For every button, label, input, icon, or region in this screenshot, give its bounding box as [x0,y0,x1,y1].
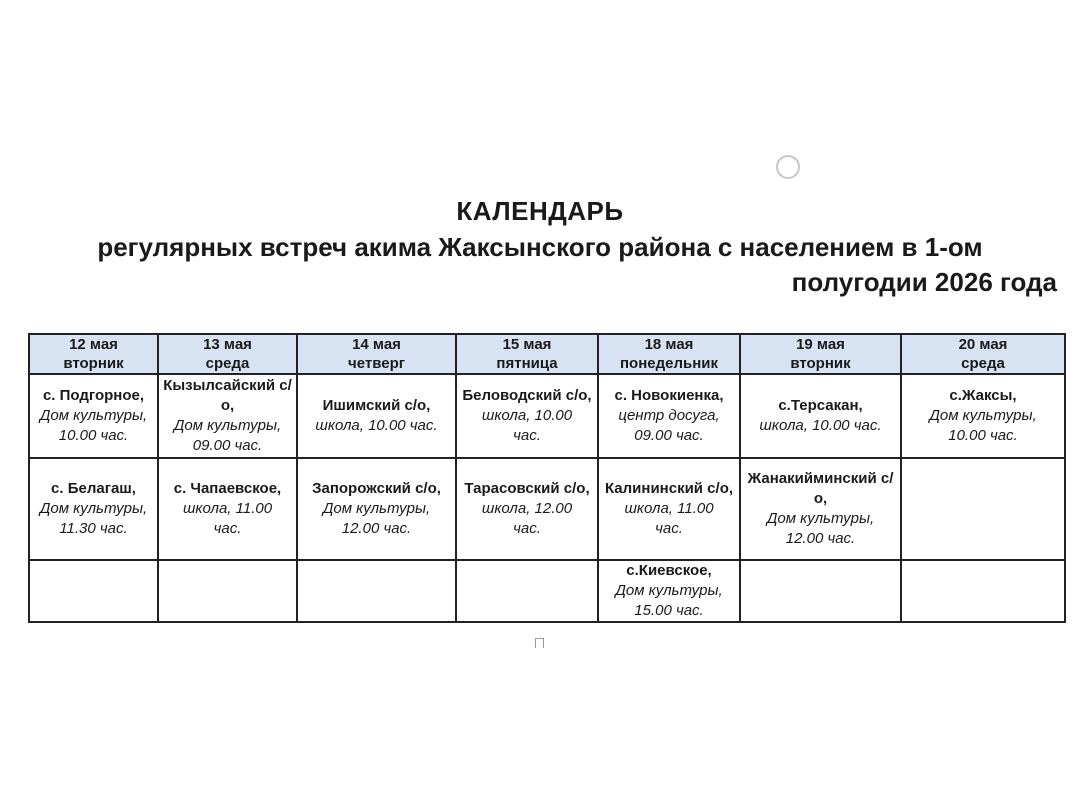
document-title: КАЛЕНДАРЬ [456,196,624,226]
column-header [901,334,1065,374]
meeting-location-name: Калининский с/о, [604,480,734,497]
meeting-location-name: с. Чапаевское, [173,480,282,497]
column-date: 12 мая [69,336,118,353]
circle-mark-icon [776,155,800,179]
meeting-cell [158,374,297,458]
meeting-venue: Дом культуры, [322,500,431,517]
meeting-cell [901,560,1065,622]
meeting-time: 10.00 час. [58,427,129,444]
column-header [297,334,456,374]
column-header [158,334,297,374]
meeting-cell [901,374,1065,458]
column-weekday: понедельник [619,355,719,372]
meeting-venue: Дом культуры, [39,407,148,424]
meeting-cell [740,458,901,560]
meeting-location-name: с. Подгорное, [42,387,145,404]
meeting-venue: школа, 10.00 час. [759,417,882,434]
meeting-cell [297,560,456,622]
column-date: 14 мая [352,336,401,353]
column-date: 18 мая [644,336,694,353]
column-weekday: среда [205,355,250,372]
meeting-venue: школа, 10.00 час. [315,417,438,434]
meeting-location-name: с. Новокиенка, [614,387,724,404]
meeting-cell [297,374,456,458]
meeting-cell [297,458,456,560]
column-header [740,334,901,374]
meeting-venue: школа, 10.00 [481,407,573,424]
meeting-cell [29,560,158,622]
column-weekday: среда [961,355,1005,372]
meeting-venue: Дом культуры, [173,417,282,434]
meeting-cell [901,458,1065,560]
meeting-time: час. [513,427,541,444]
column-header [456,334,598,374]
meeting-location-name: с.Жаксы, [949,387,1017,404]
meeting-cell [158,560,297,622]
table-row [29,560,1065,622]
meeting-cell [740,374,901,458]
meeting-time: 10.00 час. [948,427,1018,444]
column-date: 13 мая [203,336,252,353]
meeting-cell [29,458,158,560]
meeting-venue: школа, 11.00 [624,500,714,517]
meeting-time: час. [213,520,242,537]
meeting-cell [740,560,901,622]
meeting-venue: школа, 11.00 [182,500,273,517]
meeting-cell [598,458,740,560]
meeting-cell [456,560,598,622]
meeting-time: 09.00 час. [192,437,263,454]
meeting-time: 11.30 час. [59,520,128,537]
column-date: 20 мая [958,336,1008,353]
header-row [29,334,1065,374]
calendar-table [28,333,1066,623]
document-subtitle-line2: полугодии 2026 года [791,267,1057,297]
meeting-time: час. [513,520,541,537]
meeting-cell [158,458,297,560]
meeting-time: 15.00 час. [634,602,704,619]
table-row [29,374,1065,458]
meeting-venue: Дом культуры, [929,407,1037,424]
meeting-venue: школа, 12.00 [481,500,573,517]
column-weekday: вторник [790,355,851,372]
meeting-location-name: Ишимский с/о, [322,397,431,414]
column-header [29,334,158,374]
meeting-location-name: Тарасовский с/о, [464,480,590,497]
meeting-cell [598,560,740,622]
meeting-venue: центр досуга, [618,407,720,424]
meeting-venue: Дом культуры, [766,510,875,527]
column-header [598,334,740,374]
meeting-location-name: Жанакийминский с/о, [747,470,894,507]
column-weekday: вторник [63,355,124,372]
meeting-venue: Дом культуры, [615,582,723,599]
meeting-time: 12.00 час. [785,530,856,547]
column-weekday: четверг [348,355,405,372]
column-date: 15 мая [502,336,552,353]
column-weekday: пятница [496,355,558,372]
page-mark-icon [535,638,544,648]
meeting-cell [456,458,598,560]
meeting-location-name: Запорожский с/о, [312,480,441,497]
meeting-time: 09.00 час. [634,427,704,444]
meeting-cell [456,374,598,458]
meeting-time: 12.00 час. [341,520,412,537]
meeting-location-name: с. Белагаш, [51,480,136,497]
document-subtitle-line1: регулярных встреч акима Жаксынского района с населением в 1-ом [97,232,983,262]
column-date: 19 мая [796,336,845,353]
meeting-location-name: с.Терсакан, [778,397,863,414]
meeting-venue: Дом культуры, [39,500,148,517]
table-row [29,458,1065,560]
meeting-cell [29,374,158,458]
meeting-location-name: с.Киевское, [626,562,712,579]
meeting-time: час. [655,520,683,537]
meeting-location-name: Беловодский с/о, [462,387,592,404]
meeting-cell [598,374,740,458]
meeting-location-name: Кызылсайский с/о, [163,377,292,414]
